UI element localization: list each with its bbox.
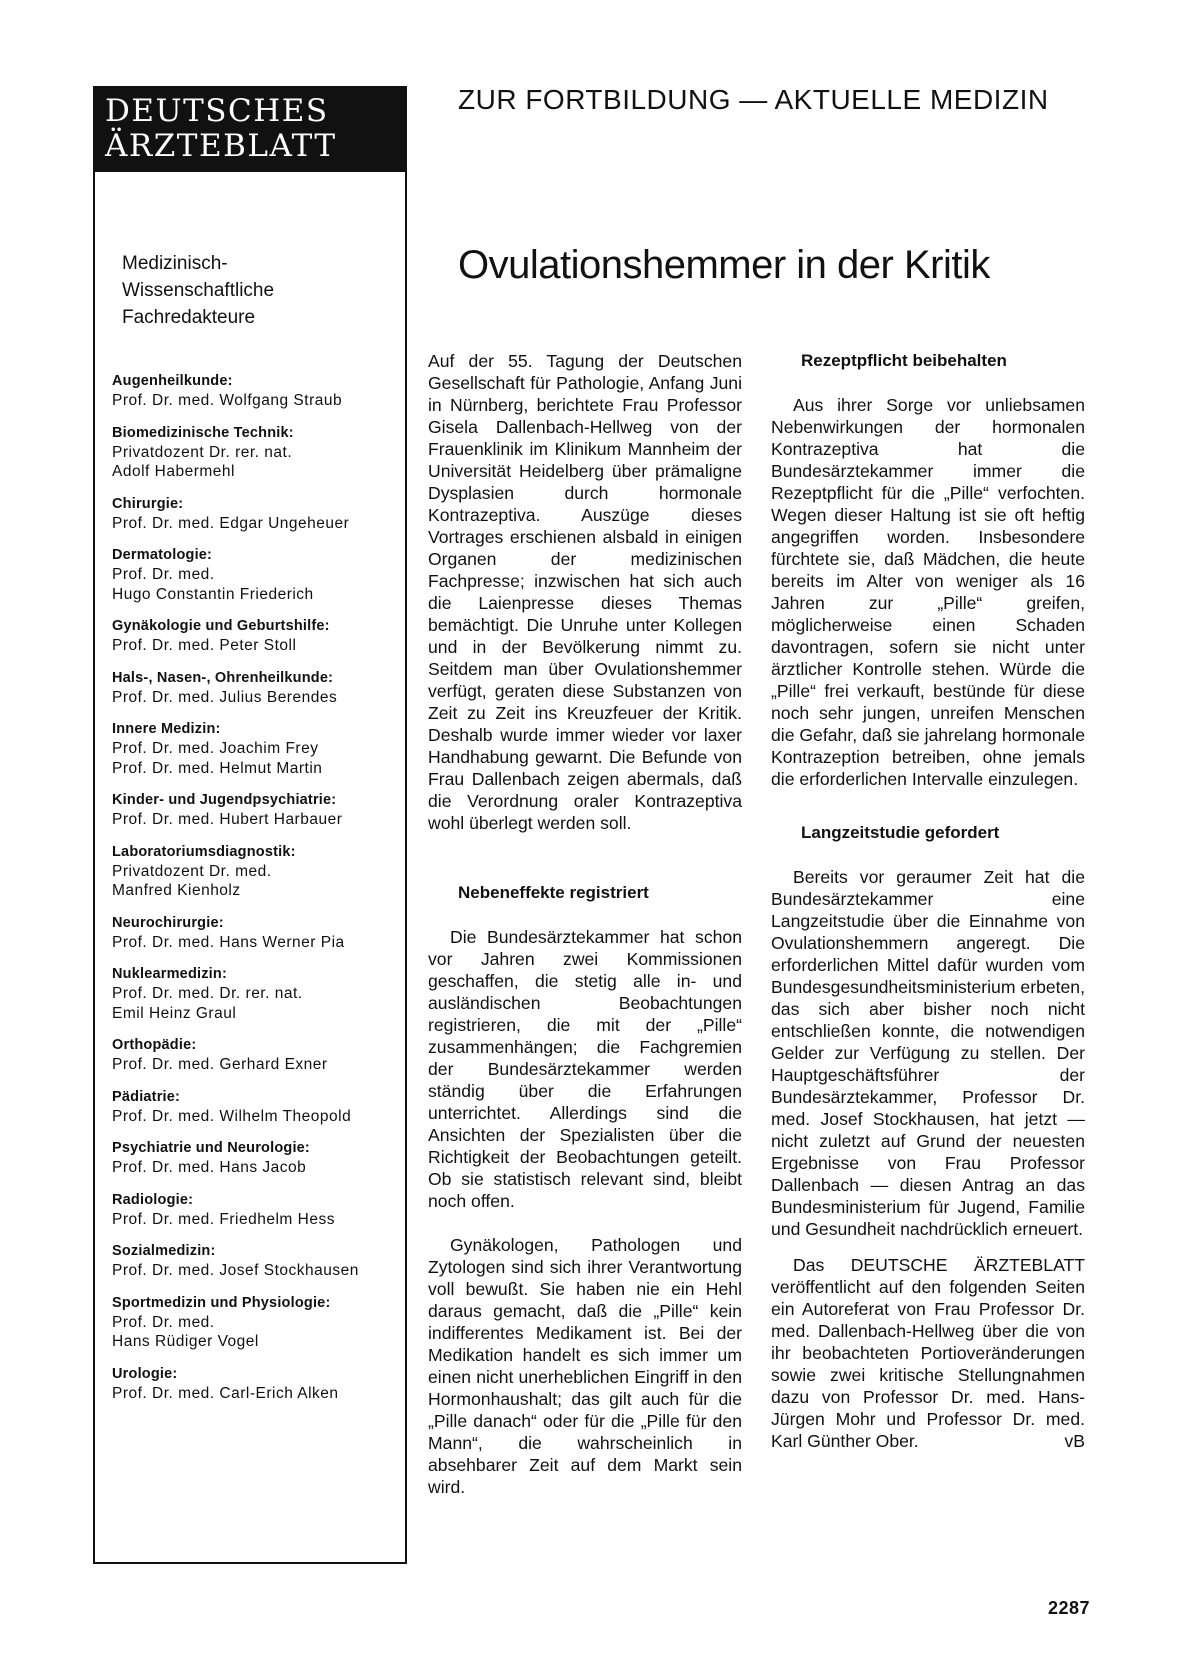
editor-specialty: Hals-, Nasen-, Ohrenheilkunde: bbox=[112, 669, 334, 686]
editor-entry bbox=[112, 1139, 402, 1178]
editor-name: Prof. Dr. med. Friedhelm Hess bbox=[112, 1210, 335, 1228]
editor-specialty: Nuklearmedizin: bbox=[112, 966, 227, 982]
editor-entry bbox=[112, 720, 402, 778]
editor-name: Hans Rüdiger Vogel bbox=[112, 1333, 259, 1350]
editor-name: Prof. Dr. med. Helmut Martin bbox=[112, 759, 323, 777]
editor-specialty: Kinder- und Jugendpsychiatrie: bbox=[112, 792, 337, 808]
editors-list bbox=[112, 372, 402, 1416]
editor-name: Prof. Dr. med. Gerhard Exner bbox=[112, 1056, 328, 1073]
article-paragraph: Bereits vor geraumer Zeit hat die Bundesärztekammer eine Langzeitstudie über die Einnahme von Ovulationshemmern angeregt. Die erforderlichen Mittel dafür wurden vom Bundesgesundheitsministerium erbeten, das sich aber bisher noch nicht entschließen konnte, die notwendigen Gelder zur Verfügung zu stellen. Der Hauptgeschäftsführer der Bundesärztekammer, Professor Dr. med. Josef Stockhausen, hat jetzt — nicht zuletzt auf Grund der neuesten Ergebnisse von Frau Professor Dallenbach — diesen Antrag an das Bundesministerium für Jugend, Familie und Gesundheit nachdrücklich erneuert. bbox=[771, 867, 1085, 1239]
editor-specialty: Innere Medizin: bbox=[112, 721, 221, 737]
article-paragraph bbox=[771, 1254, 1085, 1452]
editor-name: Prof. Dr. med. Wilhelm Theopold bbox=[112, 1107, 352, 1125]
editor-entry bbox=[112, 843, 402, 901]
editor-name: Prof. Dr. med. Hans Jacob bbox=[112, 1159, 307, 1176]
editor-name: Emil Heinz Graul bbox=[112, 1004, 237, 1022]
masthead-line-2: ÄRZTEBLATT bbox=[105, 128, 337, 164]
editor-entry bbox=[112, 1036, 402, 1075]
editor-name: Privatdozent Dr. rer. nat. bbox=[112, 443, 293, 461]
editor-specialty: Chirurgie: bbox=[112, 495, 184, 512]
masthead-line-1: DEUTSCHES bbox=[105, 93, 329, 129]
editor-name: Prof. Dr. med. Julius Berendes bbox=[112, 688, 338, 706]
article-subheading: Langzeitstudie gefordert bbox=[801, 823, 1000, 842]
editor-specialty: Radiologie: bbox=[112, 1191, 194, 1208]
article-paragraph: Aus ihrer Sorge vor unliebsamen Nebenwirkungen der hormonalen Kontrazeptiva hat die Bundesärztekammer immer die Rezeptpflicht für die „Pille“ verfochten. Wegen dieser Haltung ist sie oft heftig angegriffen worden. Insbesondere fürchtete sie, daß Mädchen, die heute bereits im Alter von weniger als 16 Jahren zur „Pille“ greifen, möglicherweise einen Schaden davontragen, sofern sie nicht unter ärztlicher Kontrolle stehen. Würde die „Pille“ frei verkauft, bestünde für diese noch sehr jungen, unreifen Menschen die Gefahr, daß sie jahrelang hormonale Kontrazeption betreiben, ohne jemals die erforderlichen Intervalle einzulegen. bbox=[771, 395, 1085, 789]
editor-entry bbox=[112, 914, 402, 953]
editor-name: Prof. Dr. med. Joachim Frey bbox=[112, 740, 319, 757]
editor-specialty: Gynäkologie und Geburtshilfe: bbox=[112, 618, 330, 634]
editor-entry bbox=[112, 1088, 402, 1127]
editor-specialty: Augenheilkunde: bbox=[112, 373, 233, 389]
editor-specialty: Urologie: bbox=[112, 1365, 178, 1382]
editor-entry bbox=[112, 965, 402, 1023]
article-column-right bbox=[771, 350, 1085, 1452]
editor-entry bbox=[112, 546, 402, 604]
editor-name: Prof. Dr. med. Dr. rer. nat. bbox=[112, 985, 303, 1002]
editor-specialty: Laboratoriumsdiagnostik: bbox=[112, 843, 296, 860]
editor-name: Prof. Dr. med. Josef Stockhausen bbox=[112, 1262, 359, 1279]
article-paragraph: Auf der 55. Tagung der Deutschen Gesellschaft für Pathologie, Anfang Juni in Nürnberg, berichtete Frau Professor Gisela Dallenbach-Hellweg von der Frauenklinik im Klinikum Mannheim der Universität Heidelberg über prämaligne Dysplasien durch hormonale Kontrazeptiva. Auszüge dieses Vortrages erschienen alsbald in einigen Organen der medizinischen Fachpresse; inzwischen hat sich auch die Laienpresse dieses Themas bemächtigt. Die Unruhe unter Kollegen und in der Bevölkerung nimmt zu. Seitdem man über Ovulationshemmer verfügt, geraten diese Substanzen von Zeit zu Zeit ins Kreuzfeuer der Kritik. Deshalb wurde immer wieder vor laxer Handhabung gewarnt. Die Befunde von Frau Dallenbach zeigen abermals, daß die Verordnung oraler Kontrazeptiva wohl überlegt werden soll. bbox=[428, 351, 742, 833]
article-column-left bbox=[428, 350, 742, 1498]
article-title: Ovulationshemmer in der Kritik bbox=[458, 243, 990, 287]
editor-entry bbox=[112, 1294, 402, 1352]
editor-name: Prof. Dr. med. bbox=[112, 1313, 215, 1331]
editor-entry bbox=[112, 372, 402, 411]
editors-sidebar bbox=[93, 86, 407, 1564]
editor-specialty: Dermatologie: bbox=[112, 547, 213, 563]
editor-name: Prof. Dr. med. Hans Werner Pia bbox=[112, 933, 345, 951]
editor-specialty: Sozialmedizin: bbox=[112, 1243, 216, 1259]
editors-heading-line: Wissenschaftliche bbox=[122, 280, 275, 301]
editor-entry bbox=[112, 495, 402, 534]
masthead-logo bbox=[95, 88, 405, 172]
page-number: 2287 bbox=[1048, 1598, 1091, 1618]
editor-entry bbox=[112, 669, 402, 708]
editor-name: Privatdozent Dr. med. bbox=[112, 862, 272, 880]
editor-specialty: Psychiatrie und Neurologie: bbox=[112, 1140, 310, 1156]
editor-name: Prof. Dr. med. bbox=[112, 566, 215, 583]
editor-specialty: Sportmedizin und Physiologie: bbox=[112, 1294, 331, 1311]
article-subheading: Nebeneffekte registriert bbox=[458, 883, 649, 902]
editor-entry bbox=[112, 424, 402, 482]
editor-name: Hugo Constantin Friederich bbox=[112, 585, 314, 603]
editor-name: Prof. Dr. med. Wolfgang Straub bbox=[112, 392, 343, 409]
editor-entry bbox=[112, 1365, 402, 1404]
author-signature: vB bbox=[1064, 1431, 1085, 1451]
editor-entry bbox=[112, 791, 402, 830]
editor-name: Manfred Kienholz bbox=[112, 882, 241, 899]
editor-name: Prof. Dr. med. Carl-Erich Alken bbox=[112, 1384, 339, 1402]
editor-name: Adolf Habermehl bbox=[112, 463, 235, 480]
editor-specialty: Pädiatrie: bbox=[112, 1088, 181, 1105]
editor-entry bbox=[112, 617, 402, 656]
article-paragraph: Die Bundesärztekammer hat schon vor Jahren zwei Kommissionen geschaffen, die stetig alle in- und ausländischen Beobachtungen registrieren, die mit der „Pille“ zusammenhängen; die Fachgremien der Bundesärztekammer werden ständig über die Erfahrungen unterrichtet. Allerdings sind die Ansichten der Spezialisten über die Richtigkeit der Beobachtungen geteilt. Ob sie statistisch relevant sind, bleibt noch offen. bbox=[428, 927, 742, 1211]
editor-specialty: Neurochirurgie: bbox=[112, 914, 224, 931]
article-closing-text: Das DEUTSCHE ÄRZTEBLATT veröffentlicht auf den folgenden Seiten ein Autoreferat von Frau Professor Dr. med. Dallenbach-Hellweg über die von ihr beobachteten Portioveränderungen sowie zwei kritische Stellungnahmen dazu von Professor Dr. med. Hans-Jürgen Mohr und Professor Dr. med. Karl Günther Ober. bbox=[771, 1255, 1085, 1451]
editor-entry bbox=[112, 1242, 402, 1281]
editor-name: Prof. Dr. med. Peter Stoll bbox=[112, 637, 297, 654]
editors-heading-line: Medizinisch- bbox=[122, 253, 228, 274]
editor-specialty: Biomedizinische Technik: bbox=[112, 424, 294, 441]
editors-heading bbox=[122, 250, 382, 331]
editor-name: Prof. Dr. med. Edgar Ungeheuer bbox=[112, 514, 350, 532]
article-subheading: Rezeptpflicht beibehalten bbox=[801, 351, 1007, 370]
section-header: ZUR FORTBILDUNG — AKTUELLE MEDIZIN bbox=[458, 84, 1049, 115]
editor-entry bbox=[112, 1191, 402, 1230]
editor-name: Prof. Dr. med. Hubert Harbauer bbox=[112, 811, 343, 828]
editor-specialty: Orthopädie: bbox=[112, 1037, 197, 1053]
article-paragraph: Gynäkologen, Pathologen und Zytologen sind sich ihrer Verantwortung voll bewußt. Sie haben nie ein Hehl daraus gemacht, daß die „Pille“ kein indifferentes Medikament ist. Bei der Medikation handelt es sich immer um einen nicht unerheblichen Eingriff in den Hormonhaushalt; das gilt auch für die „Pille danach“ oder für die „Pille für den Mann“, die wahrscheinlich in absehbarer Zeit auf dem Markt sein wird. bbox=[428, 1235, 742, 1497]
editors-heading-line: Fachredakteure bbox=[122, 307, 256, 328]
